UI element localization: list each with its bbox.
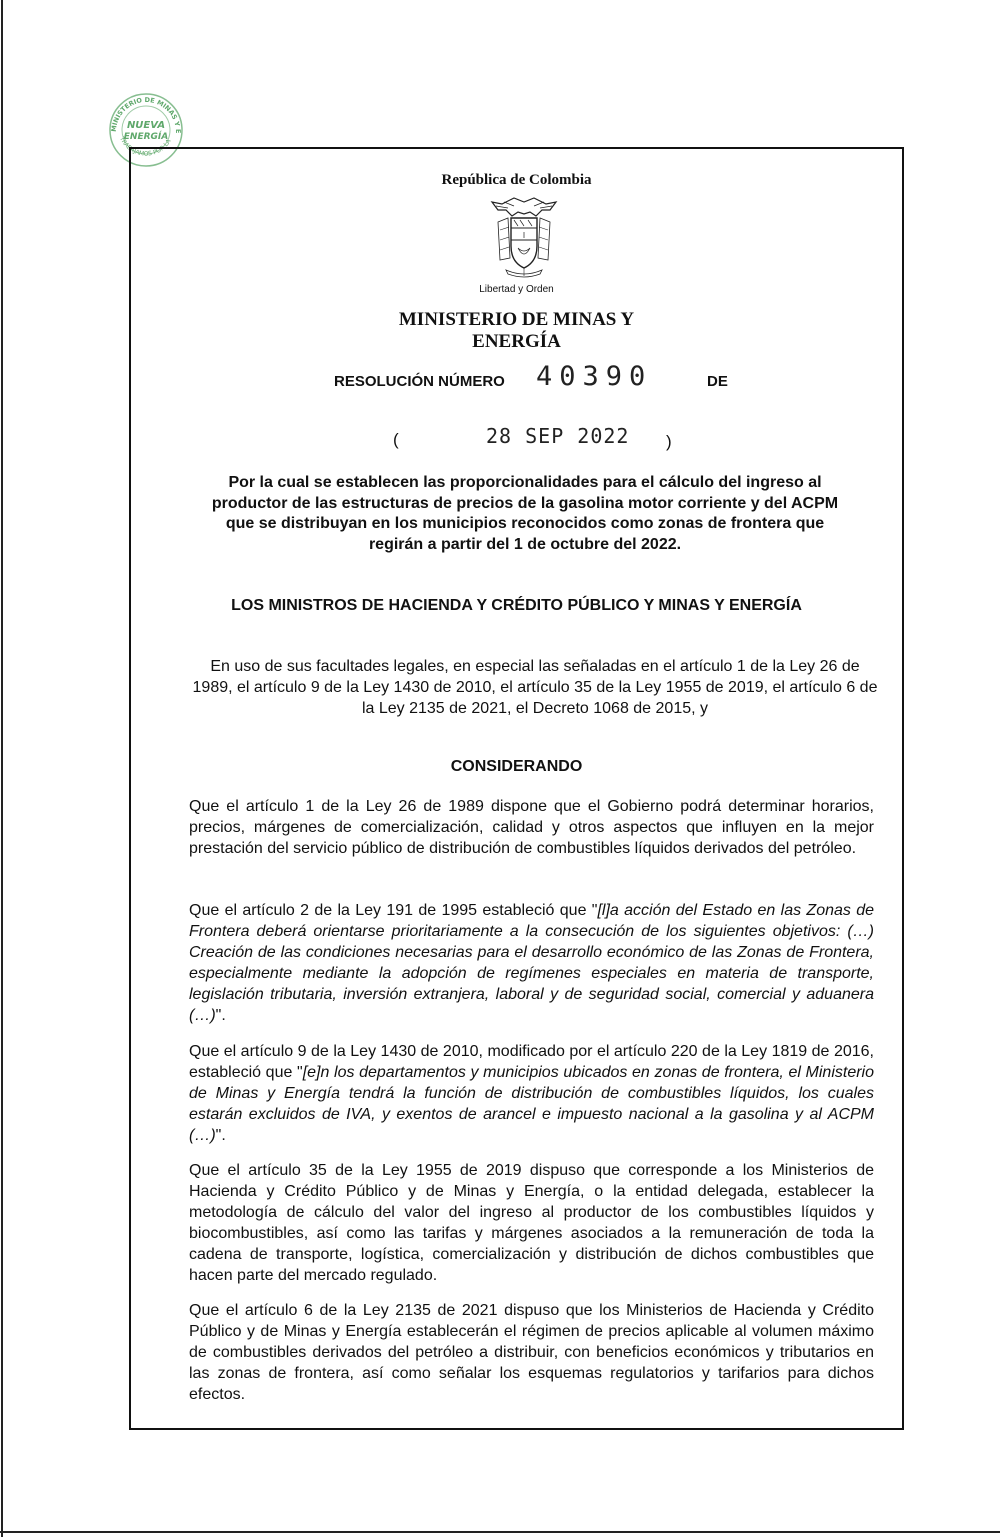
resolution-subject: Por la cual se establecen las proporcionalidades para el cálculo del ingreso al productor de las estructuras de precios de la gasolina motor corriente y del ACPM que se distribuyan en los municipios reconocidos como zonas de frontera que regirán a partir del 1 de octubre del 2022. — [211, 474, 839, 553]
resolution-date-stamp: 28 SEP 2022 — [486, 424, 630, 448]
national-motto: Libertad y Orden — [479, 284, 554, 295]
considering-paragraph-1: Que el artículo 1 de la Ley 26 de 1989 dispone que el Gobierno podrá determinar horarios, precios, márgenes de comercialización, calidad y otros aspectos que influyen en la mejor prestación del servicio público de distribución de combustibles líquidos derivados del petróleo. — [189, 798, 874, 857]
considering-paragraph-3 — [189, 1041, 874, 1146]
considering-paragraph-4: Que el artículo 35 de la Ley 1955 de 2019 dispuso que corresponde a los Ministerios de Hacienda y Crédito Público y de Minas y Energía, o la entidad delegada, establecer la metodología de cálculo del valor del ingreso al productor de los combustibles líquidos y biocombustibles, así como las tarifas y márgenes asociados a la remuneración de toda la cadena de transporte, logística, comercialización y distribución de dichos combustibles que hacen parte del mercado regulado. — [189, 1162, 874, 1284]
resolution-number-label: RESOLUCIÓN NÚMERO — [334, 373, 505, 390]
considering-paragraph-2 — [189, 900, 874, 1026]
svg-text:TRABAJAMOS POR LA TRANSICIÓN: TRABAJAMOS POR LA — [118, 135, 173, 158]
paragraph-3-lead: Que el artículo 9 de la Ley 1430 de 2010, modificado por el artículo 220 de la Ley 1819 de 2016, estableció que " — [189, 1043, 874, 1081]
considering-heading: CONSIDERANDO — [450, 758, 583, 775]
paragraph-2-quote: [l]a acción del Estado en las Zonas de Frontera deberá orientarse prioritariamente a la consecución de los siguientes objetivos: (…) Creación de las condiciones necesarias para el desarrollo económico de las Zonas de Frontera, especialmente mediante la adopción de regímenes especiales en materia de transporte, legislación tributaria, inversión extranjera, laboral y de seguridad social, comercial y aduanera (…) — [189, 902, 875, 1024]
country-name: República de Colombia — [441, 172, 592, 188]
svg-text:NUEVA: NUEVA — [126, 120, 166, 131]
coat-of-arms-icon — [484, 196, 564, 280]
svg-text:ENERGÍA: ENERGÍA — [123, 132, 169, 142]
ministry-name-line1: MINISTERIO DE MINAS Y — [398, 309, 635, 330]
ministry-name — [129, 309, 904, 353]
scan-edge-left — [1, 0, 3, 1537]
scan-edge-bottom — [0, 1531, 1000, 1533]
ministry-name-line2: ENERGÍA — [472, 331, 561, 352]
paragraph-3-quote: [e]n los departamentos y municipios ubicados en zonas de frontera, el Ministerio de Minas y Energía tendrá la función de distribución de combustibles líquidos, los cuales estarán excluidos de IVA, y exentos de arancel e impuesto nacional a la gasolina y al ACPM (…) — [189, 1064, 875, 1144]
paragraph-2-lead: Que el artículo 2 de la Ley 191 de 1995 estableció que " — [189, 902, 598, 919]
preamble-paragraph: En uso de sus facultades legales, en especial las señaladas en el artículo 1 de la Ley 26 de 1989, el artículo 9 de la Ley 1430 de 2010, el artículo 35 de la Ley 1955 de 2019, el artículo 6 de la Ley 2135 de 2021, el Decreto 1068 de 2015, y — [192, 658, 878, 717]
considering-paragraph-5: Que el artículo 6 de la Ley 2135 de 2021 dispuso que los Ministerios de Hacienda y Crédito Público y de Minas y Energía establecerán el régimen de precios aplicable al volumen máximo de combustibles derivados del petróleo a distribuir, con beneficios económicos y tributarios en las zonas de frontera, así como señalar los esquemas regulatorios y tarifarios para dichos efectos. — [189, 1302, 874, 1403]
resolution-number: 40390 — [536, 361, 653, 392]
paragraph-2-end: ". — [215, 1007, 226, 1024]
date-open-paren: ( — [393, 430, 399, 449]
paragraph-3-end: ". — [215, 1127, 226, 1144]
resolution-de-label: DE — [707, 373, 728, 390]
ministers-heading: LOS MINISTROS DE HACIENDA Y CRÉDITO PÚBLICO Y MINAS Y ENERGÍA — [231, 597, 802, 614]
date-close-paren: ) — [666, 432, 672, 451]
svg-text:MINISTERIO DE MINAS Y ENERGÍA: MINISTERIO DE MINAS Y E — [109, 95, 183, 134]
